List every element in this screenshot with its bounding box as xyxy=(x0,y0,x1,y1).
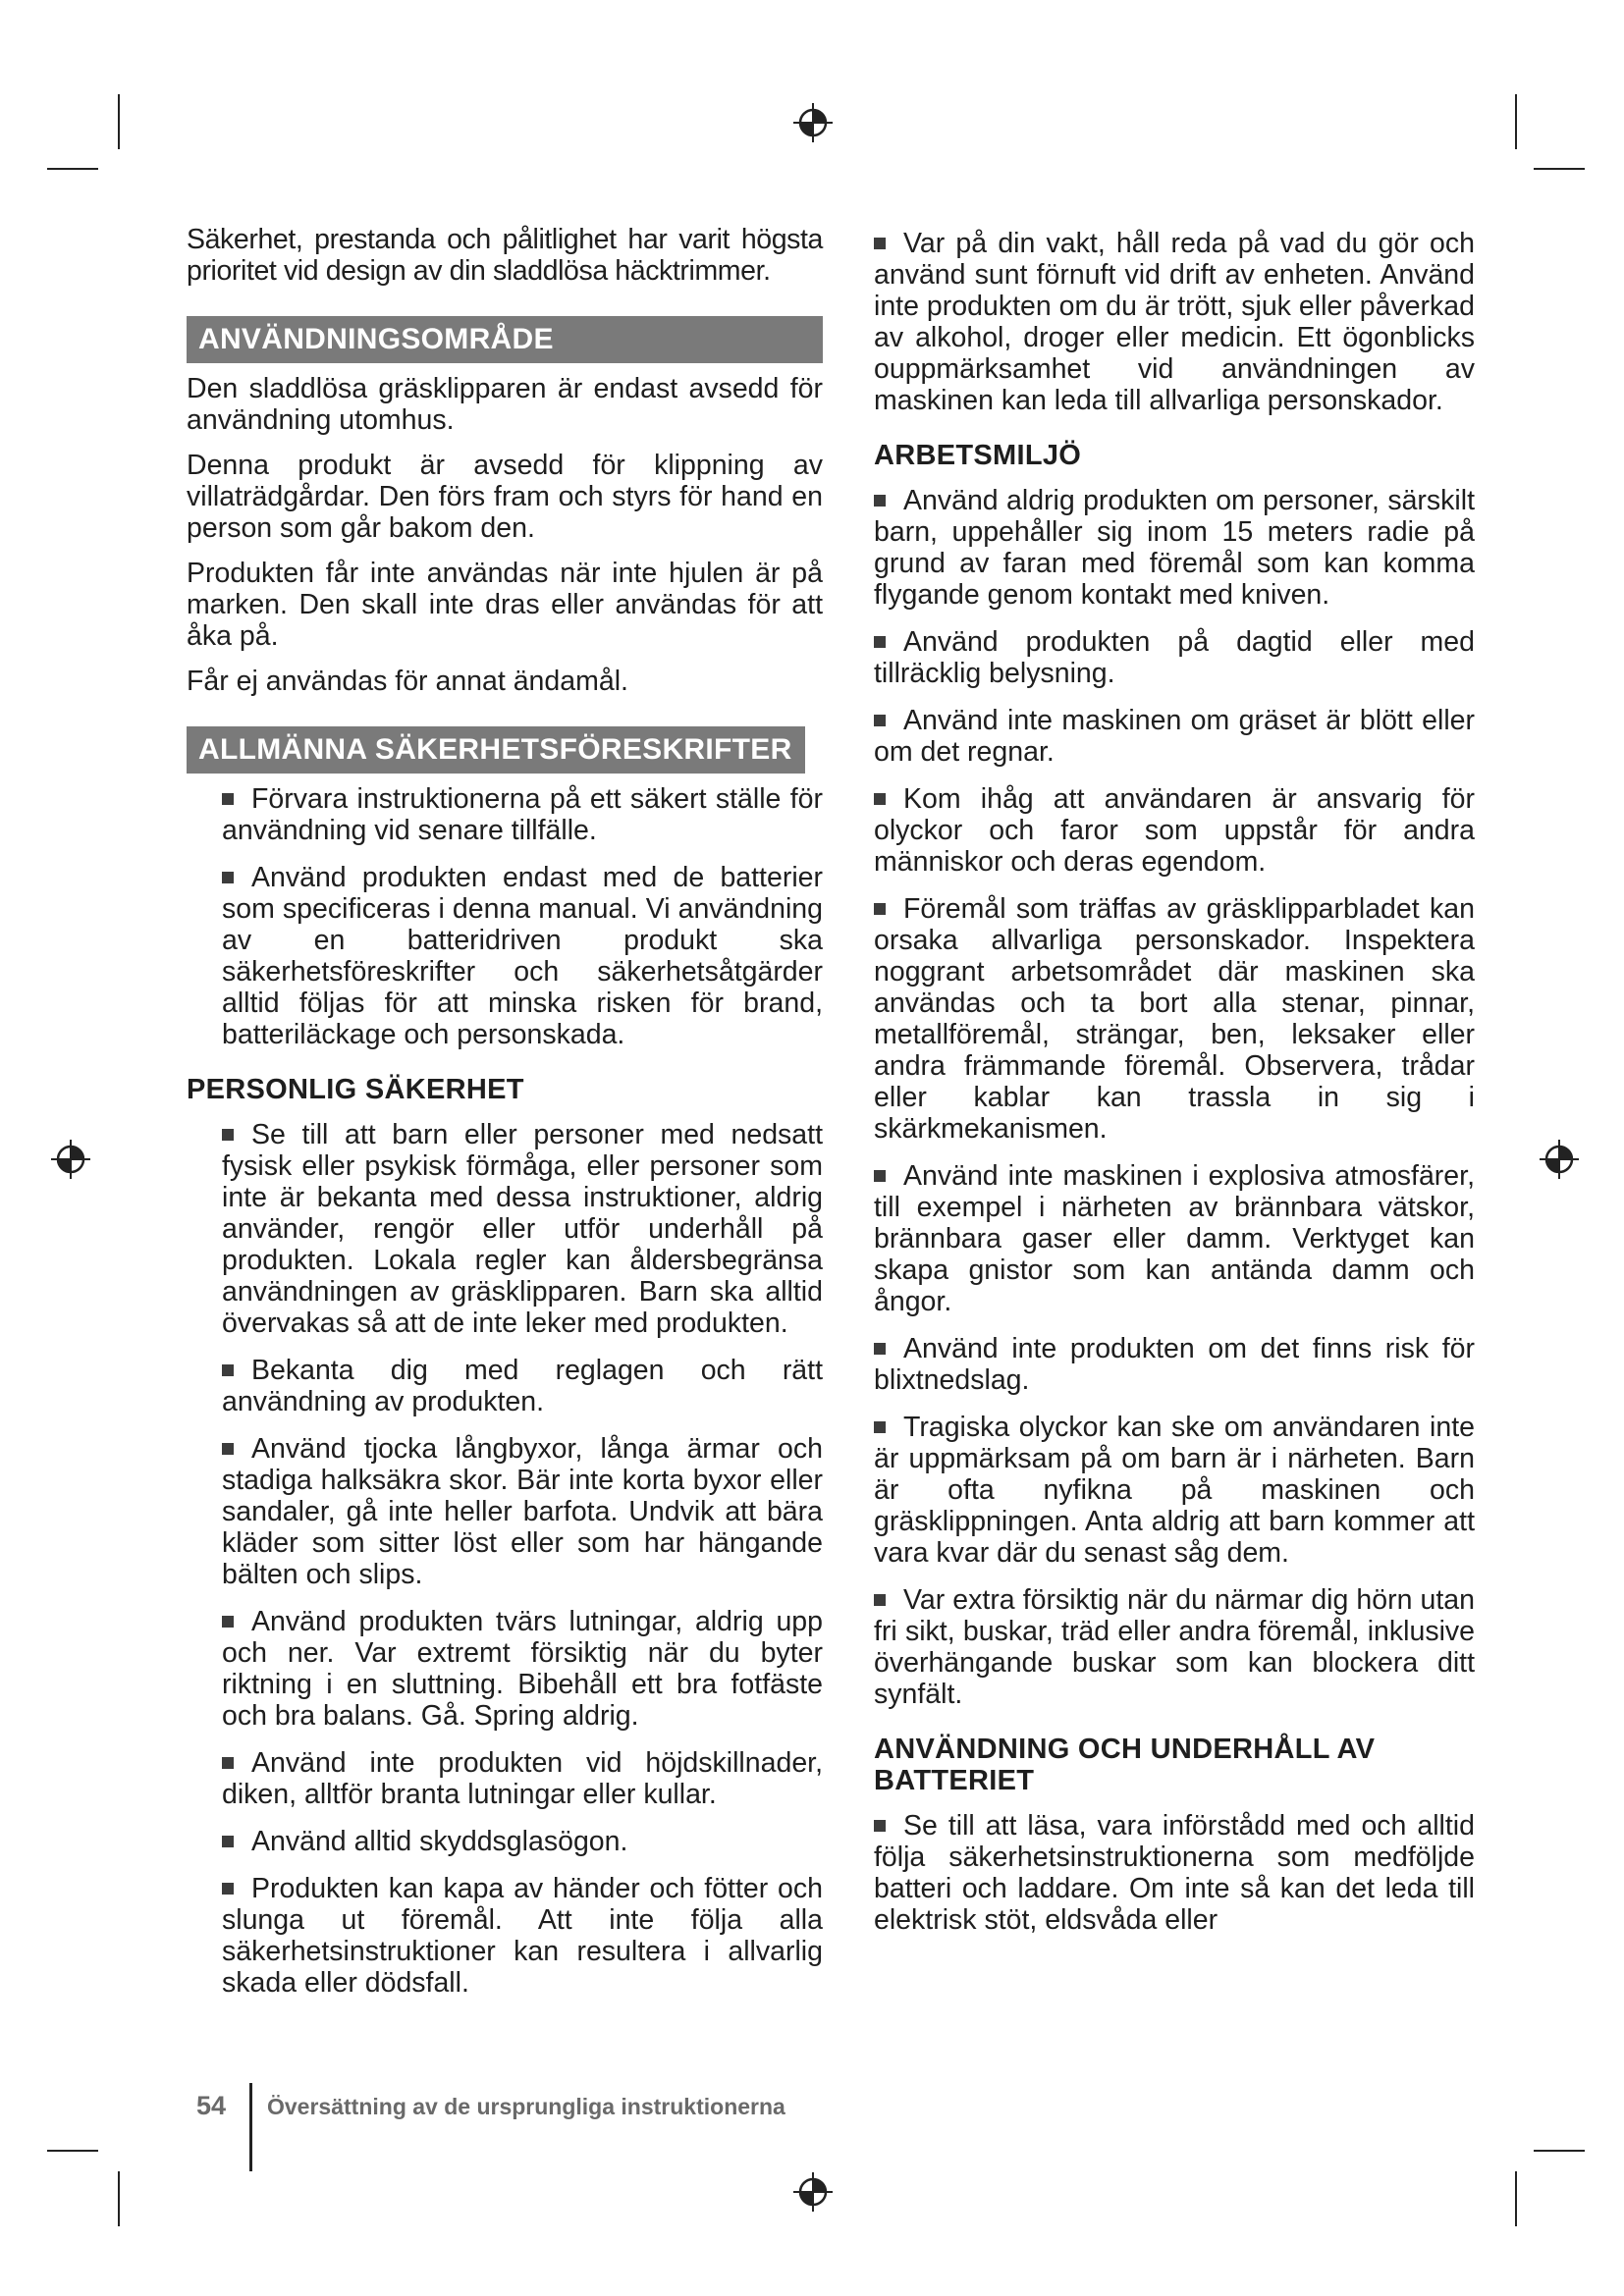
registration-mark-icon xyxy=(793,103,833,142)
registration-mark-icon xyxy=(793,2172,833,2212)
usage-paragraph: Denna produkt är avsedd för klippning av villaträdgårdar. Den förs fram och styrs för hand en person som går bakom den. xyxy=(187,450,823,544)
crop-mark xyxy=(1515,94,1517,149)
bullet-icon xyxy=(874,1421,886,1433)
list-item: Produkten kan kapa av händer och fötter och slunga ut föremål. Att inte följa alla säkerhetsinstruktioner kan resultera i allvarlig skada eller dödsfall. xyxy=(222,1873,823,1999)
list-item: Använd inte produkten vid höjdskillnader, diken, alltför branta lutningar eller kullar. xyxy=(222,1747,823,1810)
bullet-icon xyxy=(222,1129,234,1141)
battery-heading: ANVÄNDNING OCH UNDERHÅLL AV BATTERIET xyxy=(874,1734,1376,1796)
crop-mark xyxy=(1534,2150,1585,2152)
bullet-icon xyxy=(222,1443,234,1455)
right-column xyxy=(874,228,1475,1951)
list-item: Använd alltid skyddsglasögon. xyxy=(222,1826,823,1857)
bullet-icon xyxy=(222,872,234,883)
general-safety-heading: ALLMÄNNA SÄKERHETSFÖRESKRIFTER xyxy=(187,726,805,774)
registration-mark-icon xyxy=(51,1140,90,1179)
list-item: Bekanta dig med reglagen och rätt användning av produkten. xyxy=(222,1355,823,1417)
list-item: Tragiska olyckor kan ske om användaren inte är uppmärksam på om barn är i närheten. Barn är ofta nyfikna på maskinen och gräsklippningen. Anta aldrig att barn kommer att vara kvar där du senast såg dem. xyxy=(874,1412,1475,1569)
bullet-icon xyxy=(874,793,886,805)
personal-safety-list-continued xyxy=(874,228,1475,416)
list-item: Se till att barn eller personer med nedsatt fysisk eller psykisk förmåga, eller personer som inte är bekanta med dessa instruktioner, aldrig använder, rengör eller utför underhåll på produkten. Lokala regler kan åldersbegränsa användningen av gräsklipparen. Barn ska alltid övervakas så att de inte leker med produkten. xyxy=(222,1119,823,1339)
list-item: Var på din vakt, håll reda på vad du gör och använd sunt förnuft vid drift av enheten. Använd inte produkten om du är trött, sjuk eller påverkad av alkohol, droger eller medicin. Ett ögonblicks ouppmärksamhet vid användningen av maskinen kan leda till allvarliga personskador. xyxy=(874,228,1475,416)
crop-mark xyxy=(1515,2171,1517,2226)
list-item: Använd inte maskinen i explosiva atmosfärer, till exempel i närheten av brännbara vätskor, brännbara gaser eller damm. Verktyget kan skapa gnistor som kan antända damm och ångor. xyxy=(874,1160,1475,1317)
bullet-icon xyxy=(222,1757,234,1769)
list-item: Använd inte maskinen om gräset är blött eller om det regnar. xyxy=(874,705,1475,768)
page-number: 54 xyxy=(196,2091,227,2120)
general-safety-list xyxy=(187,783,823,1050)
list-item: Kom ihåg att användaren är ansvarig för olyckor och faror som uppstår för andra människor och deras egendom. xyxy=(874,783,1475,878)
crop-mark xyxy=(47,2150,98,2152)
usage-paragraph: Får ej användas för annat ändamål. xyxy=(187,666,628,697)
battery-list xyxy=(874,1810,1475,1936)
bullet-icon xyxy=(222,793,234,805)
bullet-icon xyxy=(874,636,886,648)
list-item: Använd tjocka långbyxor, långa ärmar och stadiga halksäkra skor. Bär inte korta byxor eller sandaler, gå inte heller barfota. Undvik att bära kläder som sitter löst eller som har hängande bälten och slips. xyxy=(222,1433,823,1590)
footer-caption: Översättning av de ursprungliga instruktionerna xyxy=(267,2094,785,2119)
usage-paragraph: Den sladdlösa gräsklipparen är endast avsedd för användning utomhus. xyxy=(187,373,823,436)
bullet-icon xyxy=(222,1836,234,1847)
registration-mark-icon xyxy=(1540,1140,1579,1179)
bullet-icon xyxy=(222,1883,234,1895)
list-item: Använd produkten endast med de batterier som specificeras i denna manual. Vi användning av en batteridriven produkt ska säkerhetsföreskrifter och säkerhetsåtgärder alltid följas för att minska risken för brand, batteriläckage och personskada. xyxy=(222,862,823,1050)
footer-divider xyxy=(249,2083,252,2171)
intro-paragraph: Säkerhet, prestanda och pålitlighet har varit högsta prioritet vid design av din sladdlösa häcktrimmer. xyxy=(187,224,823,287)
work-environment-heading: ARBETSMILJÖ xyxy=(874,440,1082,471)
list-item: Använd inte produkten om det finns risk för blixtnedslag. xyxy=(874,1333,1475,1396)
personal-safety-list xyxy=(187,1119,823,1999)
bullet-icon xyxy=(874,495,886,507)
list-item: Se till att läsa, vara införstådd med och alltid följa säkerhetsinstruktionerna som medföljde batteri och laddare. Om inte så kan det leda till elektrisk stöt, eldsvåda eller xyxy=(874,1810,1475,1936)
bullet-icon xyxy=(874,1343,886,1355)
list-item: Var extra försiktig när du närmar dig hörn utan fri sikt, buskar, träd eller andra föremål, inklusive överhängande buskar som kan blockera ditt synfält. xyxy=(874,1584,1475,1710)
work-environment-list xyxy=(874,485,1475,1710)
bullet-icon xyxy=(222,1616,234,1628)
bullet-icon xyxy=(874,1820,886,1832)
list-item: Använd produkten på dagtid eller med tillräcklig belysning. xyxy=(874,626,1475,689)
crop-mark xyxy=(1534,168,1585,170)
usage-paragraph: Produkten får inte användas när inte hjulen är på marken. Den skall inte dras eller användas för att åka på. xyxy=(187,558,823,652)
bullet-icon xyxy=(874,1594,886,1606)
crop-mark xyxy=(47,168,98,170)
bullet-icon xyxy=(874,238,886,249)
list-item: Föremål som träffas av gräsklipparbladet kan orsaka allvarliga personskador. Inspektera noggrant arbetsområdet där maskinen ska användas och ta bort alla stenar, pinnar, metallföremål, strängar, ben, leksaker eller andra främmande föremål. Observera, trådar eller kablar kan trassla in sig i skärkmekanismen. xyxy=(874,893,1475,1145)
list-item: Använd produkten tvärs lutningar, aldrig upp och ner. Var extremt försiktig när du byter riktning i en sluttning. Bibehåll ett bra fotfäste och bra balans. Gå. Spring aldrig. xyxy=(222,1606,823,1732)
bullet-icon xyxy=(874,903,886,915)
bullet-icon xyxy=(874,715,886,726)
usage-section-heading: ANVÄNDNINGSOMRÅDE xyxy=(187,316,823,363)
bullet-icon xyxy=(222,1364,234,1376)
list-item: Förvara instruktionerna på ett säkert ställe för användning vid senare tillfälle. xyxy=(222,783,823,846)
crop-mark xyxy=(118,2171,120,2226)
bullet-icon xyxy=(874,1170,886,1182)
crop-mark xyxy=(118,94,120,149)
personal-safety-heading: PERSONLIG SÄKERHET xyxy=(187,1074,524,1105)
list-item: Använd aldrig produkten om personer, särskilt barn, uppehåller sig inom 15 meters radie på grund av faran med föremål som kan komma flygande genom kontakt med kniven. xyxy=(874,485,1475,611)
left-column xyxy=(187,224,823,2014)
